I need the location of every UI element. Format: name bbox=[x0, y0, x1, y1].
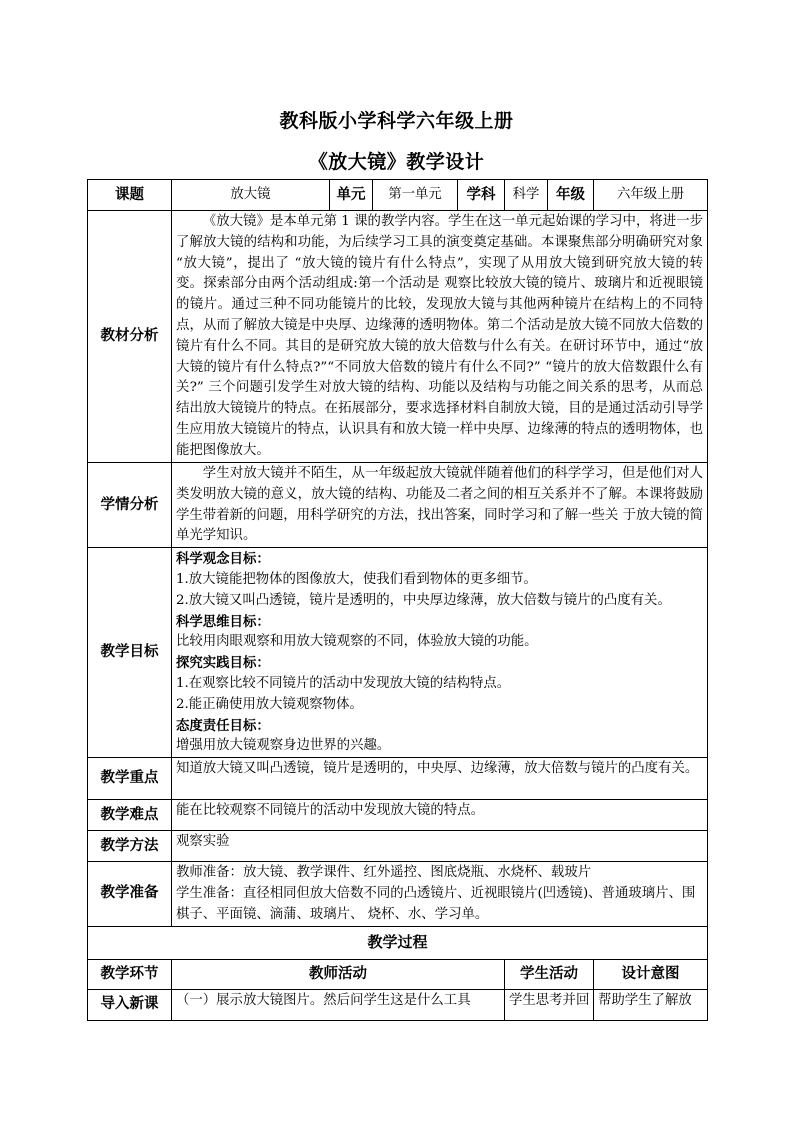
process-stage: 导入新课 bbox=[88, 989, 172, 1020]
practice-item: 1.在观察比较不同镜片的活动中发现放大镜的结构特点。 bbox=[176, 675, 511, 691]
preparation-label: 教学准备 bbox=[88, 862, 172, 926]
thinking-item: 比较用肉眼观察和用放大镜观察的不同，体验放大镜的功能。 bbox=[176, 634, 538, 650]
process-teacher-activity: （一）展示放大镜图片。然后问学生这是什么工具 bbox=[172, 989, 505, 1020]
preparation-row bbox=[88, 862, 708, 926]
teacher-preparation: 教师准备：放大镜、教学课件、红外遥控、图底烧瓶、水烧杯、载玻片 bbox=[176, 865, 592, 881]
subject-value: 科学 bbox=[505, 180, 548, 211]
info-row bbox=[88, 180, 708, 211]
difficulties-text: 能在比较观察不同镜片的活动中发现放大镜的特点。 bbox=[172, 800, 708, 831]
process-header-teacher: 教师活动 bbox=[172, 959, 505, 989]
process-header-student: 学生活动 bbox=[505, 959, 594, 989]
grade-label: 年级 bbox=[548, 180, 594, 211]
student-preparation: 学生准备：直径相同但放大倍数不同的凸透镜片、近视眼镜片(凹透镜)、普通玻璃片、围棋子、平面镜、滴蒲、玻璃片、 烧杯、水、学习单。 bbox=[176, 885, 696, 922]
material-analysis-text: 《放大镜》是本单元第 1 课的教学内容。学生在这一单元起始课的学习中，将进一步了解放大镜的结构和功能，为后续学习工具的演变奠定基础。本课聚焦部分明确研究对象 “放大镜”，提出了 “放大镜的镜片有什么特点”，实现了从用放大镜到研究放大镜的转变。探索部分由两个活动组成:第一个活动是 观察比较放大镜的镜片、玻璃片和近视眼镜的镜片。通过三种不同功能镜片的比较，发现放大镜与其他两种镜片在结构上的不同特点，从而了解放大镜是中央厚、边缘薄的透明物体。第二个活动是放大镜不同放大倍数的镜片有什么不同。其目的是研究放大镜的放大倍数与什么有关。在研讨环节中，通过“放大镜的镜片有什么特点?”“不同放大倍数的镜片有什么不同?” “镜片的放大倍数跟什么有关?” 三个问题引发学生对放大镜的结构、功能以及结构与功能之间关系的思考，从而总结出放大镜镜片的特点。在拓展部分，要求选择材料自制放大镜，目的是通过活动引导学生应用放大镜镜片的特点，认识具有和放大镜一样中央厚、边缘薄的特点的透明物体，也能把图像放大。 bbox=[172, 211, 708, 463]
subject-label: 学科 bbox=[458, 180, 505, 211]
objectives-label: 教学目标 bbox=[88, 548, 172, 758]
process-header-stage: 教学环节 bbox=[88, 959, 172, 989]
process-header-intent: 设计意图 bbox=[594, 959, 708, 989]
unit-label: 单元 bbox=[330, 180, 373, 211]
practice-item: 2.能正确使用放大镜观察物体。 bbox=[176, 696, 363, 712]
concept-heading: 科学观念目标： bbox=[176, 551, 270, 568]
process-student-activity: 学生思考并回 bbox=[505, 989, 594, 1020]
lesson-plan-table bbox=[87, 179, 708, 1021]
process-title: 教学过程 bbox=[88, 926, 708, 959]
material-analysis-row bbox=[88, 211, 708, 463]
student-analysis-row bbox=[88, 463, 708, 548]
concept-item: 2.放大镜又叫凸透镜，镜片是透明的，中央厚边缘薄，放大倍数与镜片的凸度有关。 bbox=[176, 592, 671, 608]
methods-label: 教学方法 bbox=[88, 831, 172, 862]
practice-heading: 探究实践目标： bbox=[176, 655, 270, 672]
material-analysis-label: 教材分析 bbox=[88, 211, 172, 463]
methods-text: 观察实验 bbox=[172, 831, 708, 862]
table-row bbox=[88, 989, 708, 1020]
process-design-intent: 帮助学生了解放 bbox=[594, 989, 708, 1020]
key-points-row bbox=[88, 758, 708, 800]
objectives-content bbox=[172, 548, 708, 758]
process-header-row bbox=[88, 959, 708, 989]
topic-value: 放大镜 bbox=[172, 180, 330, 211]
concept-item: 1.放大镜能把物体的图像放大，使我们看到物体的更多细节。 bbox=[176, 571, 537, 587]
grade-value: 六年级上册 bbox=[594, 180, 708, 211]
attitude-item: 增强用放大镜观察身边世界的兴趣。 bbox=[176, 738, 391, 754]
document-title: 教科版小学科学六年级上册 bbox=[279, 110, 514, 132]
document-subtitle: 《放大镜》教学设计 bbox=[308, 151, 485, 173]
key-points-label: 教学重点 bbox=[88, 758, 172, 800]
attitude-heading: 态度责任目标： bbox=[176, 717, 270, 734]
methods-row bbox=[88, 831, 708, 862]
student-analysis-text: 学生对放大镜并不陌生，从一年级起放大镜就伴随着他们的科学学习，但是他们对人类发明放大镜的意义，放大镜的结构、功能及二者之间的相互关系并不了解。本课将鼓励学生带着新的问题，用科学研究的方法，找出答案，同时学习和了解一些关 于放大镜的简单光学知识。 bbox=[172, 463, 708, 548]
difficulties-row bbox=[88, 800, 708, 831]
topic-label: 课题 bbox=[88, 180, 172, 211]
unit-value: 第一单元 bbox=[373, 180, 458, 211]
difficulties-label: 教学难点 bbox=[88, 800, 172, 831]
objectives-row bbox=[88, 548, 708, 758]
preparation-content bbox=[172, 862, 708, 926]
thinking-heading: 科学思维目标： bbox=[176, 613, 270, 630]
key-points-text: 知道放大镜又叫凸透镜，镜片是透明的，中央厚、边缘薄，放大倍数与镜片的凸度有关。 bbox=[172, 758, 708, 800]
student-analysis-label: 学情分析 bbox=[88, 463, 172, 548]
process-title-row bbox=[88, 926, 708, 959]
